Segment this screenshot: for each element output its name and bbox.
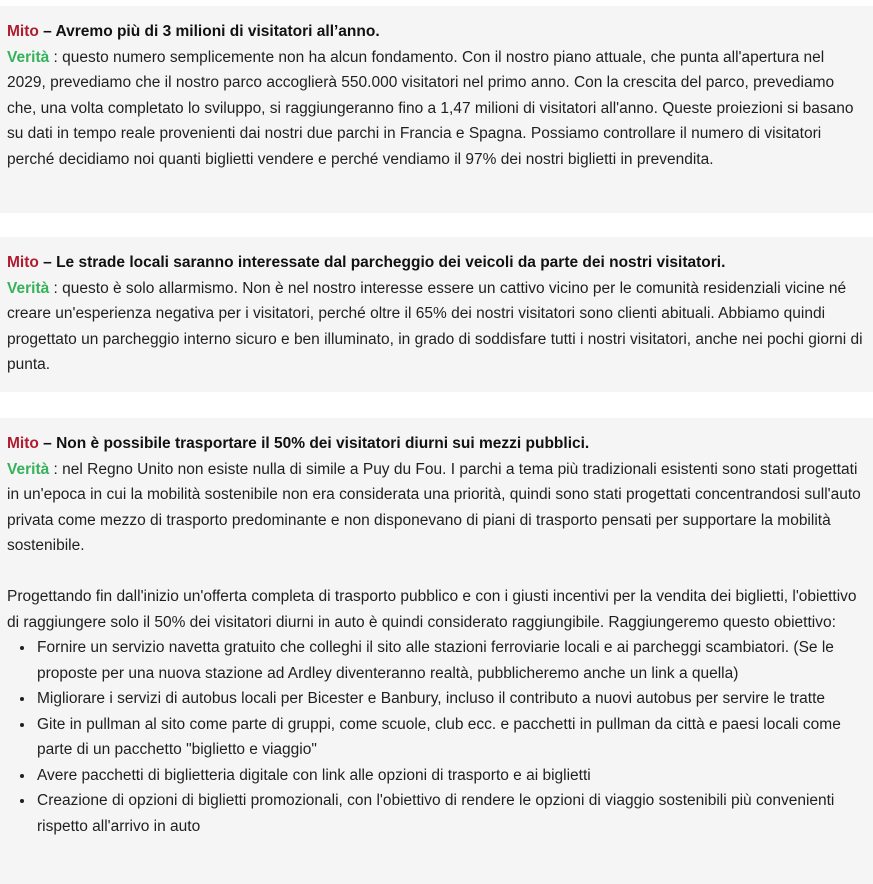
list-item: • Avere pacchetti di biglietteria digitale con link alle opzioni di trasporto e ai biglietti	[35, 763, 865, 789]
myth-card-parking	[0, 237, 873, 392]
list-item: • Fornire un servizio navetta gratuito che colleghi il sito alle stazioni ferroviarie locali e ai parcheggi scambiatori. (Se le proposte per una nuova stazione ad Ardley diventeranno realtà, pubblicheremo anche un link a quella)	[35, 635, 865, 686]
transport-plan-paragraph: Progettando fin dall'inizio un'offerta completa di trasporto pubblico e con i giusti incentivi per la vendita dei biglietti, l'obiettivo di raggiungere solo il 50% dei visitatori diurni in auto è quindi considerato raggiungibile. Raggiungeremo questo obiettivo:	[7, 588, 857, 631]
truth-statement	[7, 457, 865, 559]
truth-text: : questo è solo allarmismo. Non è nel nostro interesse essere un cattivo vicino per le comunità residenziali vicine né creare un'esperienza negativa per i visitatori, perché oltre il 65% dei nostri visitatori sono clienti abituali. Abbiamo quindi progettato un parcheggio interno sicuro e ben illuminato, in grado di soddisfare tutti i nostri visitatori, anche nei pochi giorni di punta.	[7, 279, 863, 373]
truth-label: Verità	[7, 460, 50, 478]
myth-card-public-transport	[0, 418, 873, 884]
truth-text: : questo numero semplicemente non ha alcun fondamento. Con il nostro piano attuale, che punta all'apertura nel 2029, prevediamo che il nostro parco accoglierà 550.000 visitatori nel primo anno. Con la crescita del parco, prevediamo che, una volta completato lo sviluppo, si raggiungeranno fino a 1,47 milioni di visitatori all'anno. Queste proiezioni si basano su dati in tempo reale provenienti dai nostri due parchi in Francia e Spagna. Possiamo controllare il numero di visitatori perché decidiamo noi quanti biglietti vendere e perché vendiamo il 97% dei nostri biglietti in prevendita.	[7, 48, 854, 168]
list-item: • Migliorare i servizi di autobus locali per Bicester e Banbury, incluso il contributo a nuovi autobus per servire le tratte	[35, 686, 865, 712]
myth-text: – Avremo più di 3 milioni di visitatori all’anno.	[38, 23, 380, 40]
truth-text: : nel Regno Unito non esiste nulla di simile a Puy du Fou. I parchi a tema più tradizionali esistenti sono stati progettati in un'epoca in cui la mobilità sostenibile non era considerata una priorità, quindi sono stati progettati concentrandosi sull'auto privata come mezzo di trasporto predominante e non disponevano di piani di trasporto pensati per supportare la mobilità sostenibile.	[7, 460, 861, 554]
myth-text: – Le strade locali saranno interessate dal parcheggio dei veicoli da parte dei nostri visitatori.	[38, 254, 726, 271]
truth-label: Verità	[7, 48, 50, 66]
myth-label: Mito	[7, 435, 39, 452]
myth-text: – Non è possibile trasportare il 50% dei visitatori diurni sui mezzi pubblici.	[38, 435, 590, 452]
list-item: • Creazione di opzioni di biglietti promozionali, con l'obiettivo di rendere le opzioni di viaggio sostenibili più convenienti rispetto all'arrivo in auto	[35, 788, 865, 839]
truth-statement	[7, 45, 865, 173]
paragraph-spacer	[7, 559, 865, 585]
truth-label: Verità	[7, 279, 50, 297]
myth-label: Mito	[7, 254, 39, 271]
list-item: • Gite in pullman al sito come parte di gruppi, come scuole, club ecc. e pacchetti in pullman da città e paesi locali come parte di un pacchetto "biglietto e viaggio"	[35, 712, 865, 763]
myth-statement	[7, 19, 865, 45]
myth-statement	[7, 431, 865, 457]
transport-measures-list	[7, 635, 865, 839]
myth-label: Mito	[7, 23, 39, 40]
truth-statement	[7, 276, 865, 378]
myth-statement	[7, 250, 865, 276]
myth-card-visitors	[0, 6, 873, 213]
